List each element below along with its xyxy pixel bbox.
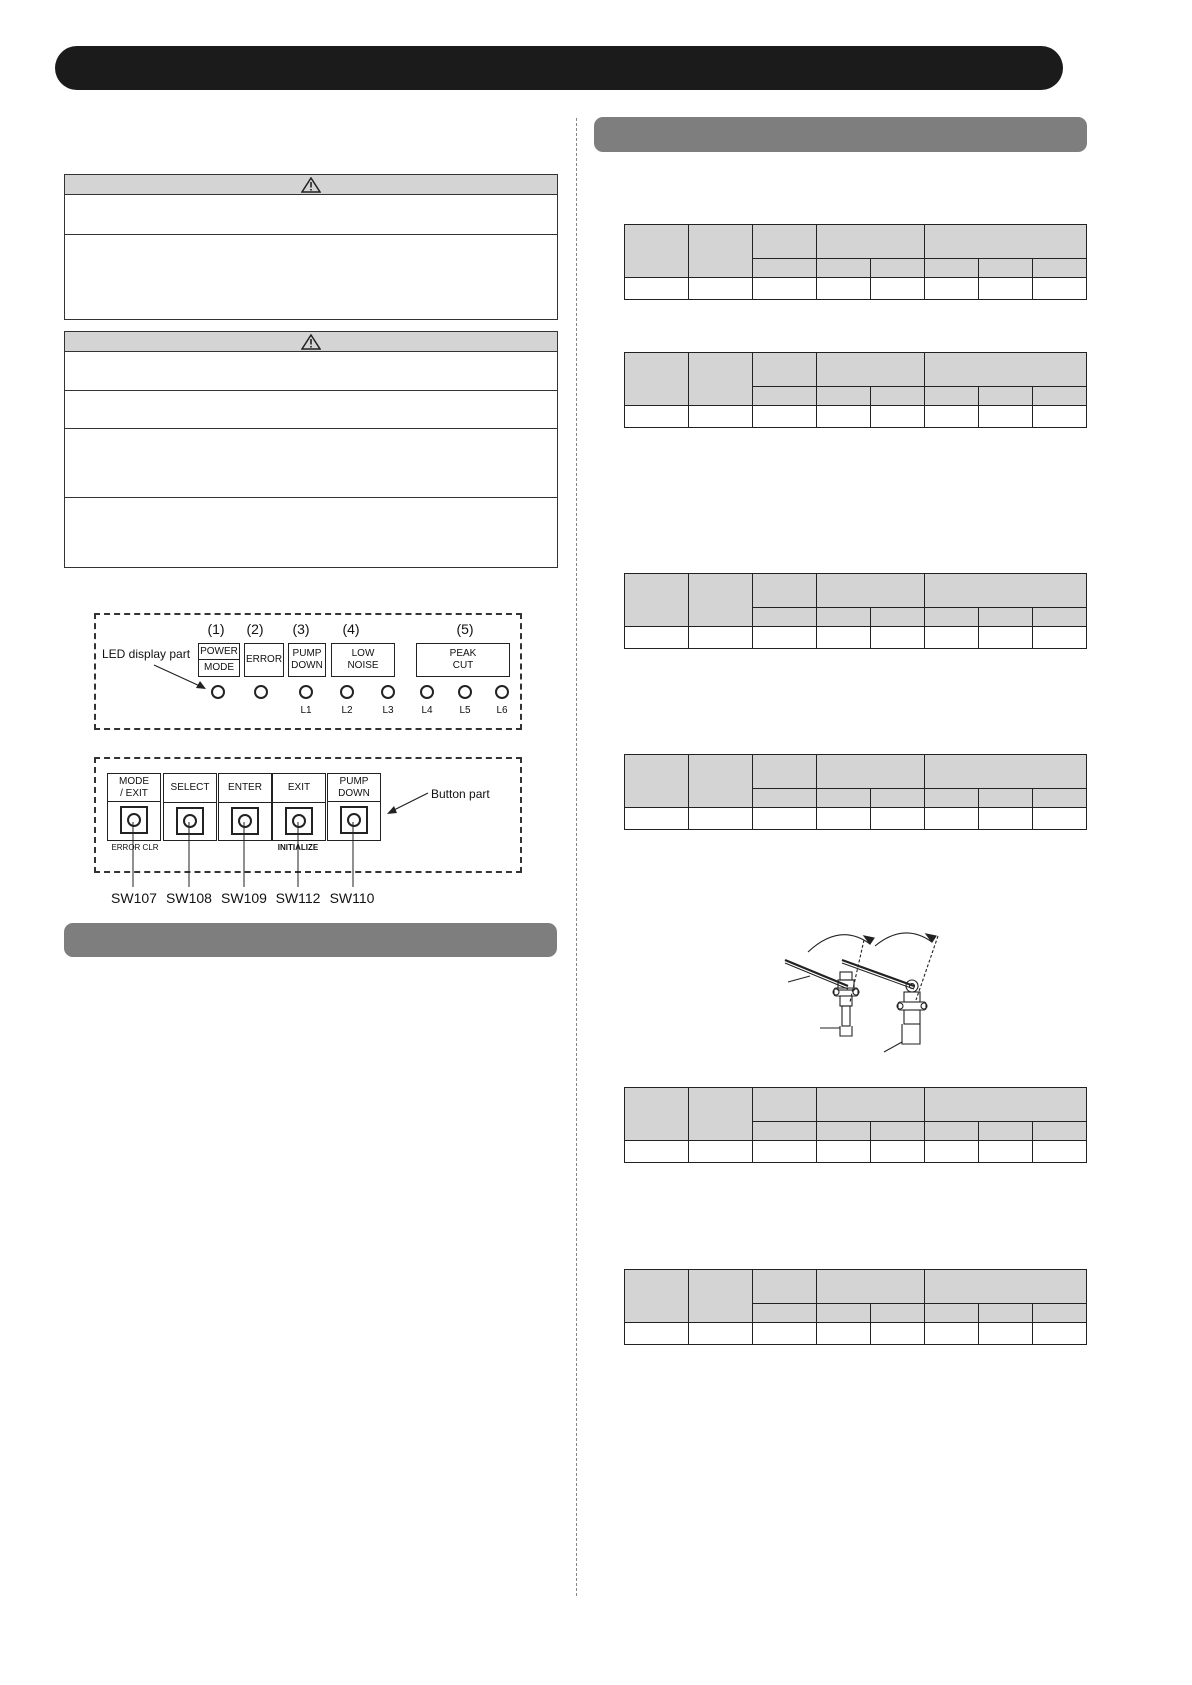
- table-cell: [871, 259, 925, 278]
- led-group-4: (4): [342, 621, 360, 637]
- table-cell: [925, 225, 1087, 259]
- table-cell: [817, 353, 925, 387]
- low-label: LOW: [351, 648, 375, 659]
- table-cell: [625, 808, 689, 830]
- table-cell: [753, 608, 817, 627]
- table-cell: [871, 1323, 925, 1345]
- sw107-label: SW107: [111, 890, 157, 906]
- table-cell: [817, 1323, 871, 1345]
- table-cell: [753, 1270, 817, 1304]
- peak-label: PEAK: [449, 648, 477, 659]
- led-display-part-label: LED display part: [102, 647, 191, 661]
- table-cell: [871, 406, 925, 428]
- table-cell: [817, 1088, 925, 1122]
- led-label-l2: L2: [341, 705, 353, 716]
- table-cell: [625, 1323, 689, 1345]
- table-cell: [817, 406, 871, 428]
- table-cell: [979, 406, 1033, 428]
- pump-down-box: [288, 643, 326, 677]
- table-cell: [1033, 406, 1087, 428]
- table-cell: [689, 1088, 753, 1141]
- table-row: [625, 406, 1087, 428]
- table-cell: [1033, 789, 1087, 808]
- caution-header: [65, 332, 557, 352]
- led-group-2: (2): [246, 621, 264, 637]
- table-cell: [871, 1141, 925, 1163]
- table-cell: [979, 1304, 1033, 1323]
- table-cell: [625, 225, 689, 278]
- table-cell: [925, 789, 979, 808]
- table-cell: [979, 278, 1033, 300]
- table-cell: [817, 1304, 871, 1323]
- select-label: SELECT: [164, 774, 216, 803]
- table-cell: [817, 574, 925, 608]
- setting-table: [624, 754, 1087, 830]
- table-cell: [689, 353, 753, 406]
- table-cell: [925, 808, 979, 830]
- table-row: [625, 1141, 1087, 1163]
- led-display-panel: [94, 613, 522, 730]
- caution-row: [65, 391, 557, 429]
- table-row: [625, 1323, 1087, 1345]
- table-cell: [817, 1122, 871, 1141]
- error-clr-label: ERROR CLR: [111, 843, 159, 852]
- table-cell: [1033, 1122, 1087, 1141]
- table-cell: [689, 278, 753, 300]
- table-cell: [689, 574, 753, 627]
- table-cell: [871, 808, 925, 830]
- table-cell: [925, 1141, 979, 1163]
- table-cell: [625, 278, 689, 300]
- table-cell: [979, 608, 1033, 627]
- setting-table: [624, 573, 1087, 649]
- table-cell: [625, 406, 689, 428]
- exit-label: EXIT: [273, 774, 325, 803]
- setting-table: [624, 1269, 1087, 1345]
- table-cell: [925, 353, 1087, 387]
- table-cell: [1033, 278, 1087, 300]
- table-cell: [753, 278, 817, 300]
- table-cell: [625, 1141, 689, 1163]
- table-row: [625, 808, 1087, 830]
- table-cell: [625, 627, 689, 649]
- led-label-l4: L4: [421, 705, 433, 716]
- table-cell: [753, 808, 817, 830]
- mode-label: MODE: [204, 662, 234, 673]
- led-group-5: (5): [456, 621, 474, 637]
- table-cell: [871, 1122, 925, 1141]
- table-cell: [625, 574, 689, 627]
- table-cell: [979, 627, 1033, 649]
- led-group-1: (1): [207, 621, 225, 637]
- table-row: [625, 1270, 1087, 1304]
- table-cell: [817, 608, 871, 627]
- sw110-label: SW110: [329, 890, 375, 906]
- noise-label: NOISE: [347, 660, 379, 671]
- table-cell: [925, 608, 979, 627]
- table-cell: [753, 1304, 817, 1323]
- table-cell: [753, 387, 817, 406]
- setting-table: [624, 1087, 1087, 1163]
- table-cell: [817, 278, 871, 300]
- caution-row: [65, 352, 557, 391]
- table-cell: [1033, 1323, 1087, 1345]
- table-cell: [753, 1323, 817, 1345]
- table-row: [625, 353, 1087, 387]
- table-cell: [871, 608, 925, 627]
- section-heading-bar: [594, 117, 1087, 152]
- table-cell: [979, 1323, 1033, 1345]
- table-cell: [925, 1270, 1087, 1304]
- table-row: [625, 574, 1087, 608]
- led-l2: [340, 685, 354, 699]
- table-cell: [753, 1122, 817, 1141]
- caution-box: [64, 331, 558, 568]
- table-cell: [753, 259, 817, 278]
- table-cell: [817, 755, 925, 789]
- table-cell: [817, 259, 871, 278]
- table-cell: [625, 353, 689, 406]
- table-row: [625, 278, 1087, 300]
- table-cell: [817, 1270, 925, 1304]
- table-cell: [689, 225, 753, 278]
- table-cell: [979, 1122, 1033, 1141]
- error-label: ERROR: [245, 654, 283, 665]
- table-cell: [753, 755, 817, 789]
- table-cell: [979, 387, 1033, 406]
- table-cell: [817, 789, 871, 808]
- table-cell: [689, 755, 753, 808]
- table-row: [625, 755, 1087, 789]
- column-divider: [576, 118, 577, 1596]
- table-cell: [817, 1141, 871, 1163]
- caution-row: [65, 498, 557, 565]
- table-cell: [979, 789, 1033, 808]
- section-heading-bar: [64, 923, 557, 957]
- table-cell: [689, 1323, 753, 1345]
- switch-leader-lines: [94, 820, 394, 890]
- table-cell: [753, 353, 817, 387]
- led-error: [254, 685, 268, 699]
- table-cell: [871, 1304, 925, 1323]
- table-cell: [625, 1088, 689, 1141]
- led-label-l6: L6: [496, 705, 508, 716]
- table-cell: [817, 387, 871, 406]
- table-cell: [753, 627, 817, 649]
- table-cell: [817, 627, 871, 649]
- page-header-bar: [55, 46, 1063, 90]
- table-cell: [753, 1141, 817, 1163]
- sw109-label: SW109: [221, 890, 267, 906]
- table-row: [625, 225, 1087, 259]
- sw108-label: SW108: [166, 890, 212, 906]
- led-l4: [420, 685, 434, 699]
- table-cell: [1033, 627, 1087, 649]
- warning-row: [65, 235, 557, 318]
- pump-down-label: PUMP DOWN: [328, 774, 380, 802]
- arrow-icon: [152, 663, 212, 693]
- table-cell: [753, 789, 817, 808]
- initialize-label: INITIALIZE: [277, 843, 319, 852]
- table-cell: [925, 574, 1087, 608]
- cut-label: CUT: [452, 660, 474, 671]
- led-l5: [458, 685, 472, 699]
- table-cell: [753, 406, 817, 428]
- table-cell: [817, 808, 871, 830]
- error-box: [244, 643, 284, 677]
- enter-label: ENTER: [219, 774, 271, 803]
- table-cell: [753, 574, 817, 608]
- table-cell: [1033, 259, 1087, 278]
- table-cell: [925, 1323, 979, 1345]
- table-cell: [625, 1270, 689, 1323]
- pump-label: PUMP: [292, 648, 322, 659]
- led-label-l5: L5: [459, 705, 471, 716]
- led-l1: [299, 685, 313, 699]
- table-cell: [871, 278, 925, 300]
- table-cell: [979, 808, 1033, 830]
- table-cell: [753, 1088, 817, 1122]
- table-cell: [925, 259, 979, 278]
- warning-header: [65, 175, 557, 195]
- table-cell: [1033, 1304, 1087, 1323]
- table-cell: [925, 1304, 979, 1323]
- peak-cut-box: [416, 643, 510, 677]
- table-cell: [871, 387, 925, 406]
- table-cell: [1033, 808, 1087, 830]
- warning-row: [65, 195, 557, 235]
- table-row: [625, 1088, 1087, 1122]
- table-cell: [925, 755, 1087, 789]
- table-cell: [925, 387, 979, 406]
- table-cell: [979, 1141, 1033, 1163]
- sw112-label: SW112: [275, 890, 321, 906]
- table-cell: [689, 627, 753, 649]
- table-cell: [689, 406, 753, 428]
- table-cell: [689, 808, 753, 830]
- arrow-icon: [384, 789, 432, 819]
- table-row: [625, 627, 1087, 649]
- table-cell: [753, 225, 817, 259]
- table-cell: [925, 627, 979, 649]
- table-cell: [925, 278, 979, 300]
- setting-table: [624, 224, 1087, 300]
- setting-table: [624, 352, 1087, 428]
- warning-triangle-icon: [301, 177, 321, 193]
- led-l3: [381, 685, 395, 699]
- table-cell: [871, 627, 925, 649]
- table-cell: [979, 259, 1033, 278]
- table-cell: [1033, 608, 1087, 627]
- table-cell: [689, 1141, 753, 1163]
- table-cell: [925, 406, 979, 428]
- led-label-l3: L3: [382, 705, 394, 716]
- table-cell: [925, 1088, 1087, 1122]
- warning-box: [64, 174, 558, 320]
- led-label-l1: L1: [300, 705, 312, 716]
- down-label: DOWN: [291, 660, 323, 671]
- button-part-label: Button part: [431, 787, 490, 801]
- led-group-3: (3): [292, 621, 310, 637]
- table-cell: [625, 755, 689, 808]
- table-cell: [689, 1270, 753, 1323]
- valve-illustration: [780, 930, 960, 1055]
- mode-exit-label: MODE / EXIT: [108, 774, 160, 802]
- caution-row: [65, 429, 557, 498]
- table-cell: [1033, 387, 1087, 406]
- led-power-mode: [211, 685, 225, 699]
- table-cell: [925, 1122, 979, 1141]
- low-noise-box: [331, 643, 395, 677]
- table-cell: [817, 225, 925, 259]
- table-cell: [1033, 1141, 1087, 1163]
- power-label: POWER: [199, 644, 239, 660]
- warning-triangle-icon: [301, 334, 321, 350]
- led-l6: [495, 685, 509, 699]
- table-cell: [871, 789, 925, 808]
